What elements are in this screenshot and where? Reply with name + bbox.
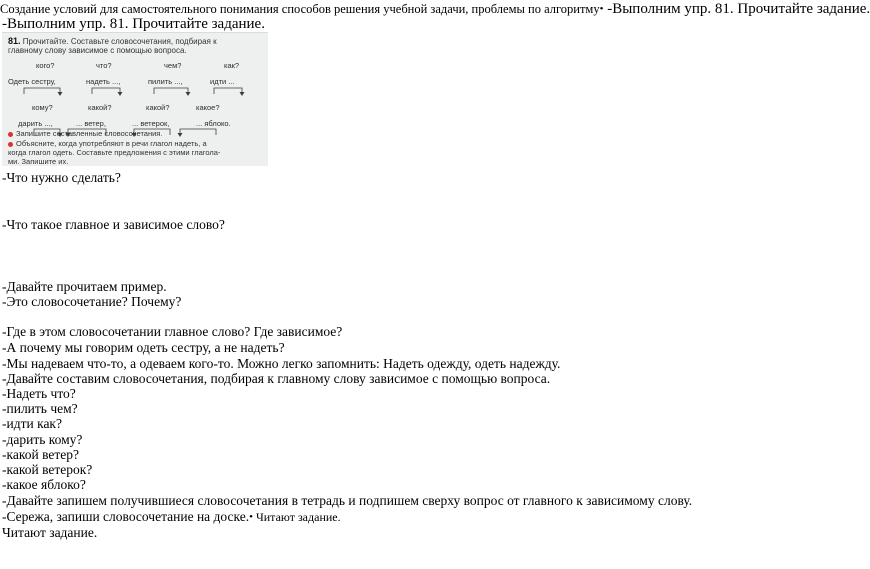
textbook-task-line2: главному слову зависимое с помощью вопроса. <box>8 46 187 55</box>
textbook-tip-1: Запишите составленные словосочетания. <box>8 129 162 139</box>
text-line: -Сережа, запиши словосочетание на доске.• Читают задание. <box>2 509 341 524</box>
text-line: Читают задание. <box>2 525 98 540</box>
red-bullet-icon <box>8 132 13 137</box>
textbook-task-line1: 81. Прочитайте. Составьте словосочетания, подбирая к <box>8 36 217 46</box>
text-line: -дарить кому? <box>2 432 83 447</box>
text-line: -Что такое главное и зависимое слово? <box>2 217 225 232</box>
text-line: -Давайте прочитаем пример. <box>2 279 167 294</box>
red-bullet-icon <box>8 142 13 147</box>
text-line: -Где в этом словосочетании главное слово? Где зависимое? <box>2 324 343 339</box>
text-line: -пилить чем? <box>2 401 78 416</box>
text-line: -Давайте запишем получившиеся словосочетания в тетрадь и подпишем сверху вопрос от главного к зависимому слову. <box>2 493 693 508</box>
question-label: как? <box>224 61 240 70</box>
phrase-word: ... яблоко. <box>196 119 231 128</box>
text-line: -А почему мы говорим одеть сестру, а не надеть? <box>2 340 285 355</box>
textbook-exercise-image <box>2 32 268 166</box>
question-label: кому? <box>32 103 53 112</box>
phrase-word: идти ... <box>210 77 235 86</box>
question-label: какой? <box>88 103 112 112</box>
textbook-tip-2: Объясните, когда употребляют в речи глагол надеть, а <box>8 139 207 149</box>
inline-bullet: • <box>249 511 253 523</box>
text-line: -Надеть что? <box>2 386 76 401</box>
text-line: -Мы надеваем что-то, а одеваем кого-то. Можно легко запомнить: Надеть одежду, одеть надежду. <box>2 356 561 371</box>
text-line: -какое яблоко? <box>2 477 86 492</box>
phrase-word: Одеть сестру, <box>8 77 56 86</box>
question-label: кого? <box>36 61 55 70</box>
textbook-tip-2-line3: ми. Запишите их. <box>8 157 69 166</box>
text-line: -Давайте составим словосочетания, подбирая к главному слову зависимое с помощью вопроса. <box>2 371 551 386</box>
phrase-word: ... ветерок, <box>132 119 170 128</box>
header-action: -Выполним упр. 81. Прочитайте задание. <box>603 1 870 17</box>
text-line: -какой ветерок? <box>2 462 93 477</box>
question-label: что? <box>96 61 112 70</box>
textbook-tip-2-line2: когда глагол одеть. Составьте предложения с этими глагола- <box>8 148 221 157</box>
text-line: -какой ветер? <box>2 447 79 462</box>
phrase-word: пилить ..., <box>148 77 183 86</box>
text-line: -Это словосочетание? Почему? <box>2 294 182 309</box>
text-line: -идти как? <box>2 416 62 431</box>
header-caption: Создание условий для самостоятельного понимания способов решения учебной задачи, проблемы по алгоритму <box>0 2 600 16</box>
phrase-word: ... ветер, <box>76 119 106 128</box>
question-label: какой? <box>146 103 170 112</box>
inline-action: Читают задание. <box>252 510 341 524</box>
question-label: чем? <box>164 61 182 70</box>
exercise-instruction: -Выполним упр. 81. Прочитайте задание. <box>2 16 265 32</box>
phrase-word: дарить ..., <box>18 119 53 128</box>
question-label: какое? <box>196 103 220 112</box>
header-bullet: • <box>599 3 604 15</box>
exercise-number: 81. <box>8 36 21 46</box>
text-line: -Что нужно сделать? <box>2 170 121 185</box>
phrase-word: надеть ..., <box>86 77 121 86</box>
